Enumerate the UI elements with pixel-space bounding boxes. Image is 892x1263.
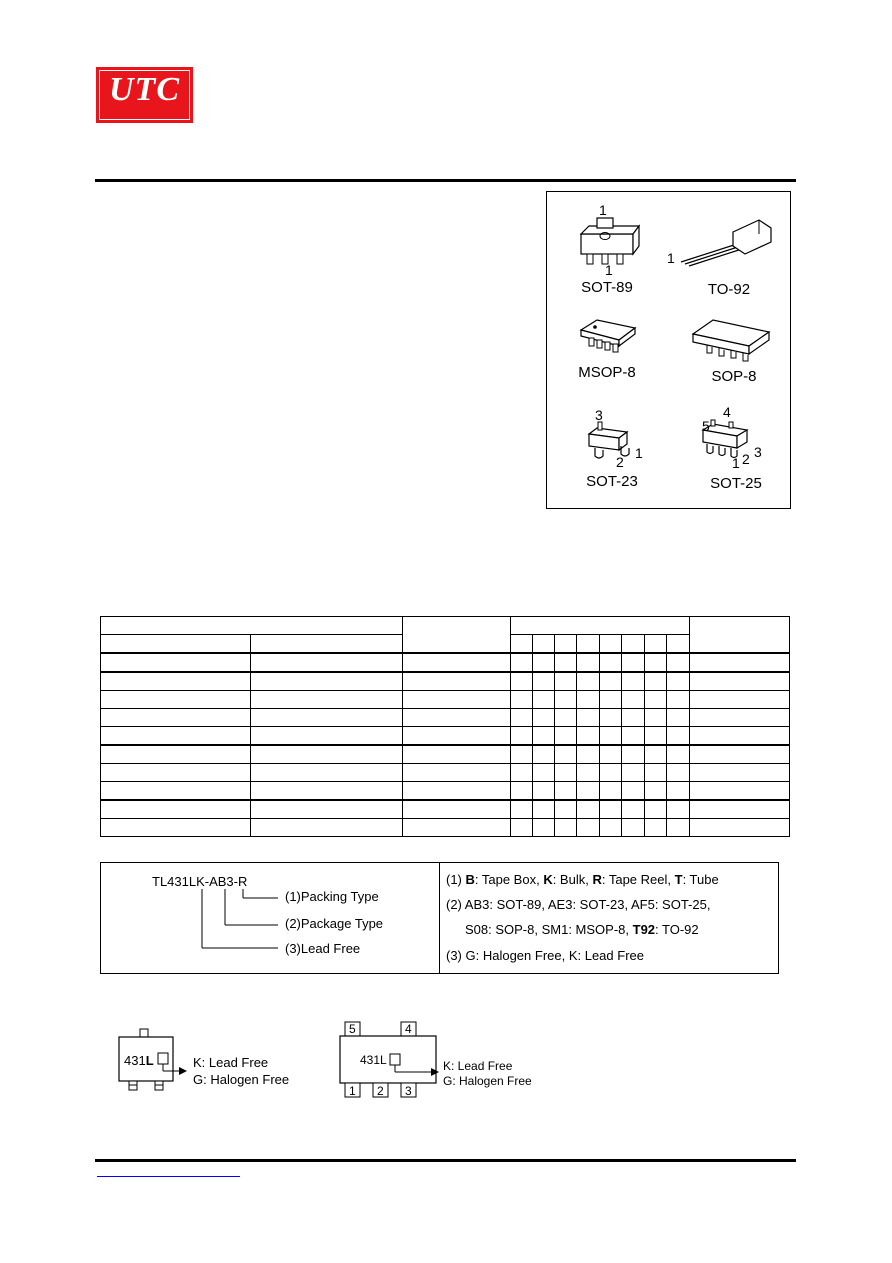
table-row (101, 819, 790, 837)
to92-label: TO-92 (707, 281, 751, 298)
ordering-table (100, 616, 790, 837)
table-header-cell (577, 635, 600, 654)
sot25-label: SOT-25 (710, 475, 762, 492)
footer-rule (95, 1159, 796, 1162)
sot25-pin5-label: 5 (702, 418, 710, 434)
package-type-label: (2)Package Type (285, 916, 384, 931)
sot25-pin3-label: 3 (754, 444, 762, 460)
table-row (101, 782, 790, 801)
table-row (101, 653, 790, 672)
msop8-label: MSOP-8 (578, 364, 636, 381)
sot25-pin1-label: 1 (732, 455, 740, 471)
sot89-marking-g: G: Halogen Free (193, 1072, 290, 1087)
table-header-cell (251, 635, 403, 654)
sot23-label: SOT-23 (586, 473, 638, 490)
sot25-pin3-number: 3 (405, 1084, 412, 1098)
sop8-package-drawing (687, 314, 777, 364)
utc-logo (96, 67, 193, 123)
table-header-cell (622, 635, 645, 654)
sop8-label: SOP-8 (711, 368, 757, 385)
to92-pin-label: 1 (667, 250, 675, 266)
table-row (101, 672, 790, 691)
table-header-cell (533, 635, 555, 654)
sot23-pin1-label: 1 (635, 445, 643, 461)
table-row (101, 691, 790, 709)
package-outline-box (546, 191, 791, 509)
sot89-pin-top-label: 1 (599, 202, 607, 218)
table-header-cell (645, 635, 667, 654)
lead-free-label: (3)Lead Free (285, 941, 361, 956)
sot25-pin2-label: 2 (742, 451, 750, 467)
sot23-pin3-label: 3 (595, 407, 603, 423)
table-header-cell (555, 635, 577, 654)
table-row (101, 745, 790, 764)
sot23-package-drawing (583, 420, 643, 465)
packing-type-label: (1)Packing Type (285, 889, 379, 904)
table-header-cell (600, 635, 622, 654)
sot89-marking-code: 431L (124, 1053, 154, 1068)
sot25-pin2-number: 2 (377, 1084, 384, 1098)
table-header-cell (101, 635, 251, 654)
part-number: TL431LK-AB3-R (152, 874, 248, 889)
table-header-cell (667, 635, 690, 654)
sot25-pin4-label: 4 (723, 404, 731, 420)
table-header-cell (511, 617, 690, 635)
sot25-marking-code: 431L (360, 1053, 387, 1067)
packing-note: (1) B: Tape Box, K: Bulk, R: Tape Reel, T: Tube (446, 872, 719, 887)
sot89-marking-k: K: Lead Free (193, 1055, 269, 1070)
lead-free-note: (3) G: Halogen Free, K: Lead Free (446, 948, 644, 963)
sot23-pin2-label: 2 (616, 454, 624, 470)
part-number-leader-lines (196, 886, 296, 956)
sot25-marking-k: K: Lead Free (443, 1059, 513, 1073)
msop8-package-drawing (575, 314, 645, 354)
footer-link[interactable] (97, 1176, 240, 1177)
sot89-label: SOT-89 (581, 279, 633, 296)
decoder-divider (439, 862, 440, 974)
to92-package-drawing (675, 214, 775, 269)
sot25-pin4-number: 4 (405, 1022, 412, 1036)
table-header-cell (101, 617, 403, 635)
logo-text: UTC (109, 71, 180, 108)
package-note-line1: (2) AB3: SOT-89, AE3: SOT-23, AF5: SOT-25, (446, 897, 711, 912)
sot25-pin1-number: 1 (349, 1084, 356, 1098)
package-note-line2: S08: SOP-8, SM1: MSOP-8, T92: TO-92 (465, 922, 699, 937)
table-header-cell (690, 617, 790, 654)
sot25-pin5-number: 5 (349, 1022, 356, 1036)
table-row (101, 727, 790, 746)
table-row (101, 709, 790, 727)
sot89-pin-bottom-label: 1 (605, 262, 613, 278)
table-row (101, 800, 790, 819)
sot25-marking-g: G: Halogen Free (443, 1074, 532, 1088)
table-header-cell (511, 635, 533, 654)
header-rule (95, 179, 796, 182)
table-row (101, 764, 790, 782)
table-header-row (101, 617, 790, 635)
table-header-cell (403, 617, 511, 654)
